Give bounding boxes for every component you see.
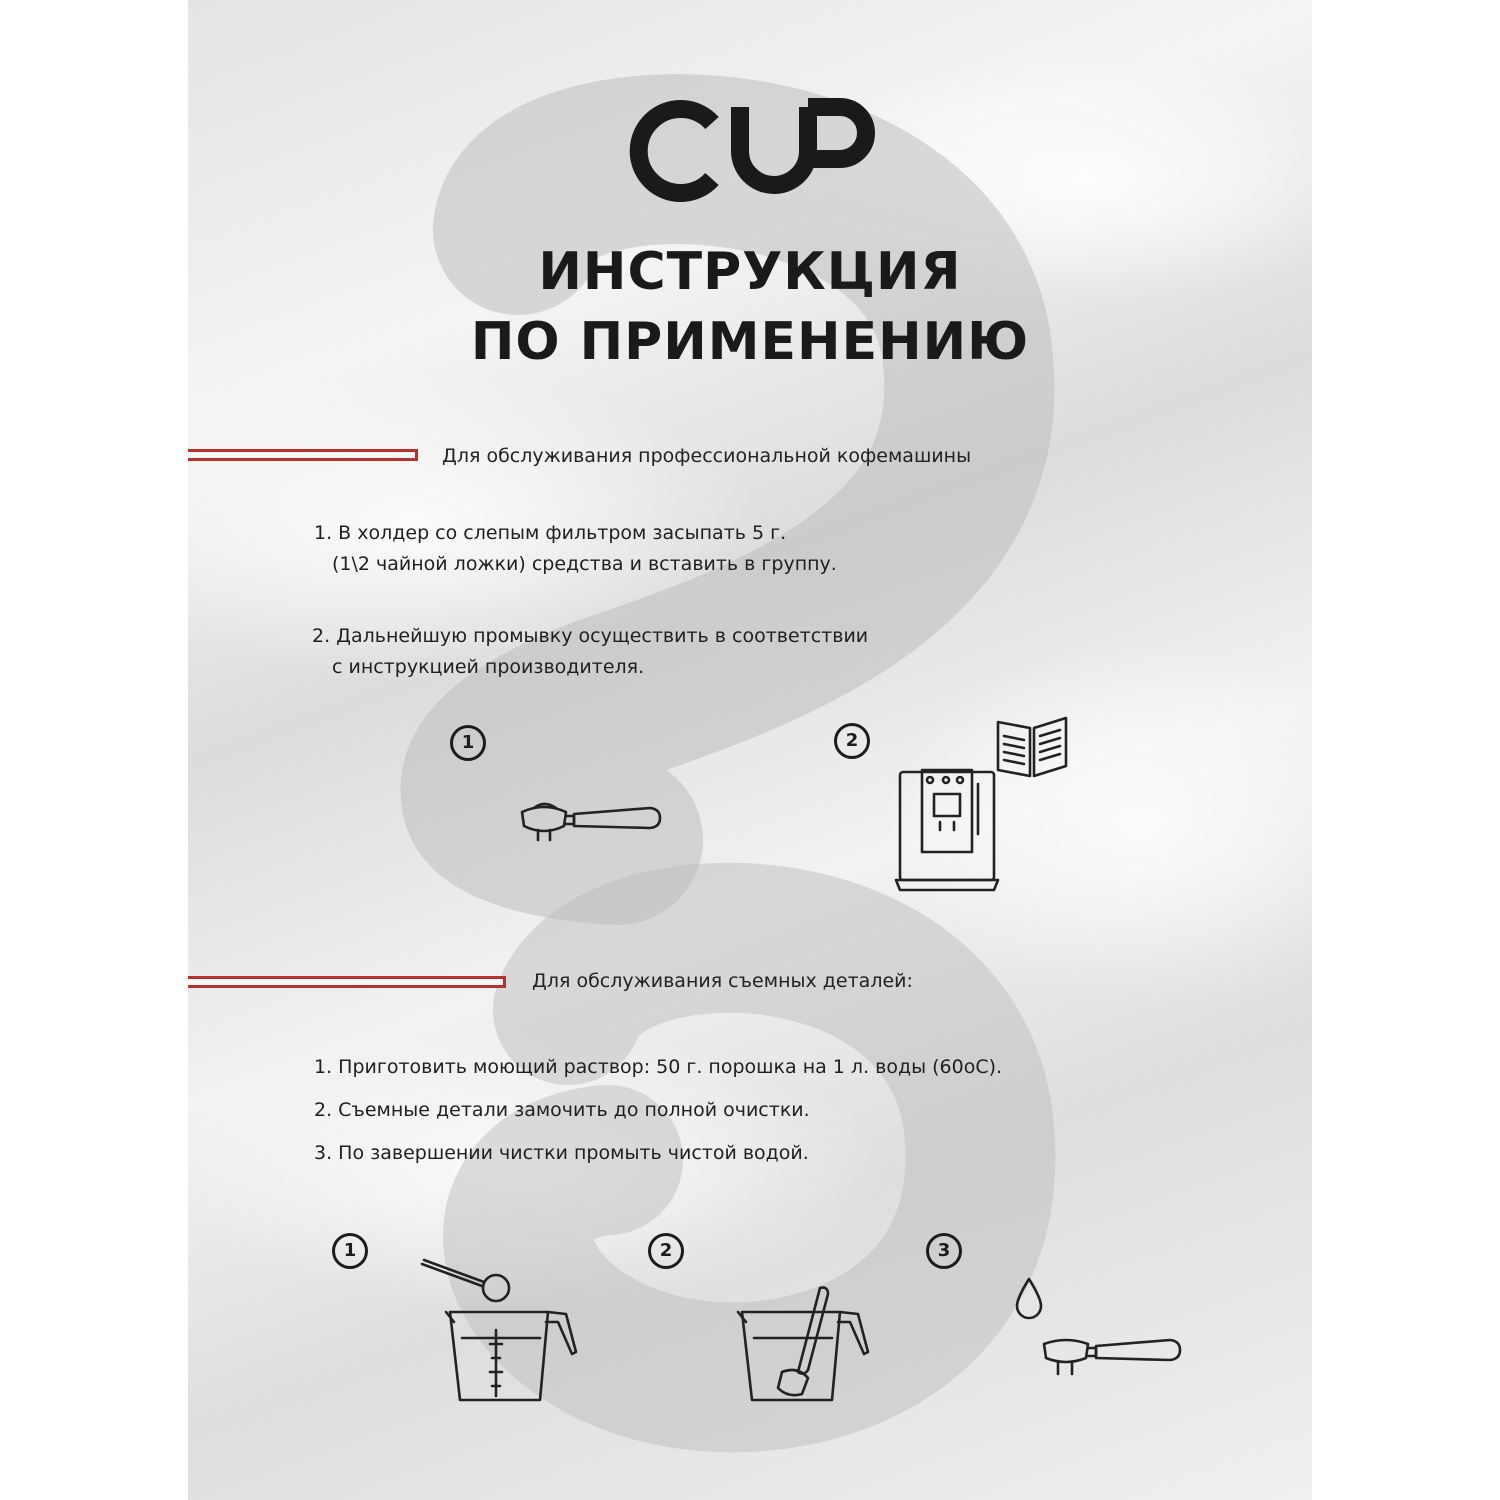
section-1-step-1-line-1: 1. В холдер со слепым фильтром засыпать 5 г. [314, 522, 787, 544]
cup-logo [620, 95, 885, 207]
measuring-jug-icon [444, 1308, 580, 1404]
section-2-accent-bar [188, 976, 506, 988]
section-1-step-2-marker: 2 [834, 723, 870, 759]
section-2-step-3-marker: 3 [926, 1233, 962, 1269]
soaking-jug-icon [736, 1282, 872, 1404]
section-1-step-2-line-1: 2. Дальнейшую промывку осуществить в соответствии [312, 625, 869, 647]
coffee-machine-icon [894, 764, 1000, 894]
section-1-step-1-marker: 1 [450, 725, 486, 761]
section-1-accent-bar [188, 449, 418, 461]
measuring-spoon-icon [420, 1254, 514, 1306]
instruction-sheet [188, 0, 1312, 1500]
portafilter-icon [514, 796, 664, 846]
page-title-line-1: ИНСТРУКЦИЯ [538, 242, 962, 302]
section-2-heading: Для обслуживания съемных деталей: [532, 970, 913, 992]
section-2-step-3: 3. По завершении чистки промыть чистой водой. [314, 1142, 809, 1164]
section-2-step-1: 1. Приготовить моющий раствор: 50 г. порошка на 1 л. воды (60оС). [314, 1056, 1003, 1078]
background-letter-watermark [188, 0, 1312, 1500]
section-2-step-1-marker: 1 [332, 1233, 368, 1269]
page-title-line-2: ПО ПРИМЕНЕНИЮ [470, 312, 1030, 372]
section-1-step-2-line-2: с инструкцией производителя. [332, 656, 645, 678]
manual-book-icon [994, 714, 1070, 780]
section-1-heading: Для обслуживания профессиональной кофемашины [442, 445, 972, 467]
portafilter-rinse-icon [1038, 1330, 1184, 1380]
section-1-step-1-line-2: (1\2 чайной ложки) средства и вставить в группу. [332, 553, 837, 575]
section-2-step-2-marker: 2 [648, 1233, 684, 1269]
section-2-step-2: 2. Съемные детали замочить до полной очистки. [314, 1099, 810, 1121]
water-drop-icon [1014, 1276, 1044, 1320]
